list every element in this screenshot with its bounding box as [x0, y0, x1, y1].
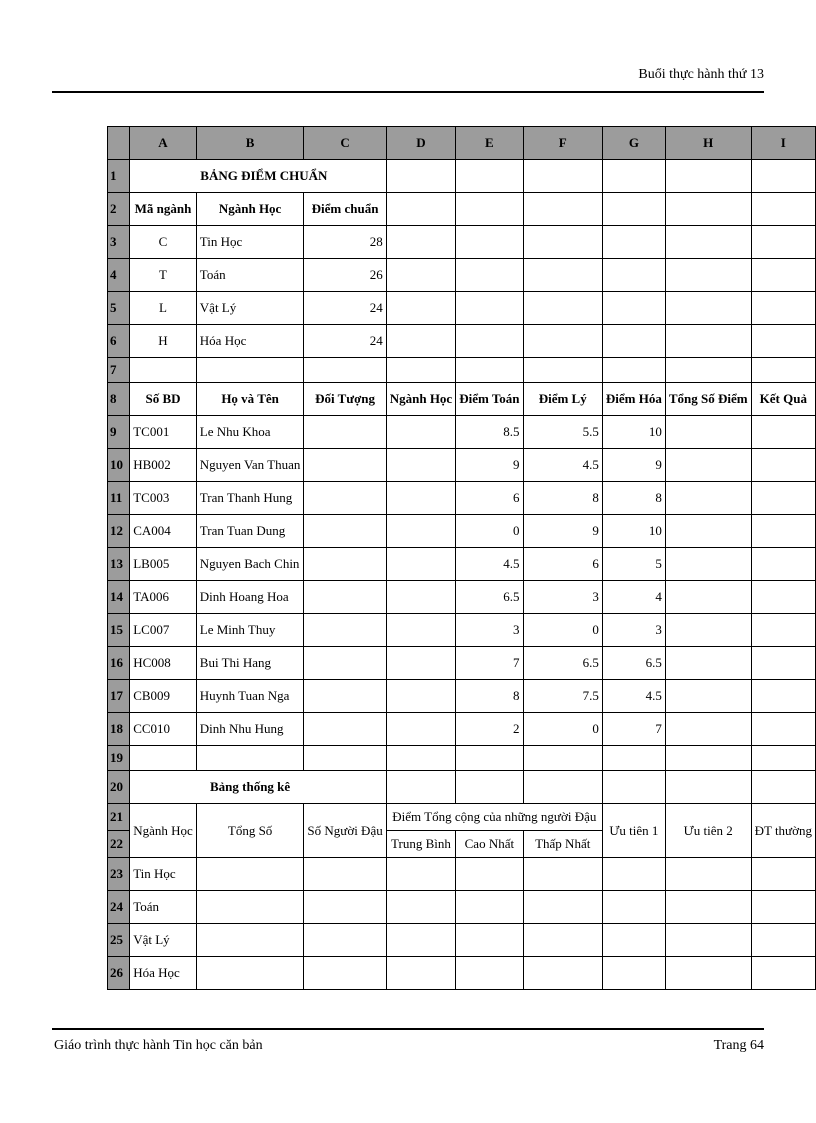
row-header[interactable]: 4 — [108, 259, 130, 292]
header-diem-ly[interactable]: Điểm Lý — [523, 383, 602, 416]
sheet-row — [108, 713, 816, 746]
cell[interactable] — [386, 259, 455, 292]
cell-a20[interactable] — [130, 771, 197, 804]
cell-nganh-hoc[interactable] — [386, 614, 455, 647]
row-header[interactable]: 5 — [108, 292, 130, 325]
cell-diem-hoa[interactable]: 9 — [602, 449, 665, 482]
sheet-row — [108, 647, 816, 680]
cell[interactable] — [304, 358, 386, 383]
stats-cell-nganh-hoc[interactable]: Toán — [130, 891, 197, 924]
cell-doi-tuong[interactable] — [304, 482, 386, 515]
cell-diem-toan[interactable]: 6 — [456, 482, 523, 515]
cell[interactable] — [304, 891, 386, 924]
cell[interactable] — [386, 325, 455, 358]
cell[interactable] — [602, 957, 665, 990]
row-header[interactable]: 22 — [108, 831, 130, 858]
cell-diem-toan[interactable]: 6.5 — [456, 581, 523, 614]
cell[interactable] — [751, 858, 815, 891]
stats-header-trung-binh[interactable]: Trung Bình — [386, 831, 455, 858]
cell[interactable] — [602, 193, 665, 226]
cell[interactable] — [665, 358, 751, 383]
stats-header-nganh-hoc[interactable]: Ngành Học — [130, 804, 197, 858]
cell[interactable] — [523, 924, 602, 957]
cell[interactable] — [665, 858, 751, 891]
cell-ho-va-ten[interactable]: Huynh Tuan Nga — [196, 680, 304, 713]
cell-ma-nganh[interactable]: H — [130, 325, 197, 358]
cell[interactable] — [751, 259, 815, 292]
cell-ho-va-ten[interactable]: Dinh Nhu Hung — [196, 713, 304, 746]
row-header[interactable]: 10 — [108, 449, 130, 482]
cell-ma-nganh[interactable]: T — [130, 259, 197, 292]
cell[interactable] — [456, 325, 523, 358]
cell[interactable] — [456, 957, 523, 990]
cell-nganh-hoc[interactable] — [386, 416, 455, 449]
column-header-a[interactable]: A — [130, 127, 197, 160]
cell[interactable] — [196, 746, 304, 771]
cell-so-bd[interactable]: TC003 — [130, 482, 197, 515]
row-header[interactable]: 18 — [108, 713, 130, 746]
cell-diem-hoa[interactable]: 6.5 — [602, 647, 665, 680]
spreadsheet — [107, 126, 816, 990]
cell-doi-tuong[interactable] — [304, 647, 386, 680]
sheet-row — [108, 193, 816, 226]
cell-diem-ly[interactable]: 3 — [523, 581, 602, 614]
column-header-h[interactable]: H — [665, 127, 751, 160]
cell-diem-chuan[interactable]: 24 — [304, 325, 386, 358]
row-header[interactable]: 17 — [108, 680, 130, 713]
header-nganh-hoc[interactable]: Ngành Học — [196, 193, 304, 226]
cell-diem-ly[interactable]: 0 — [523, 713, 602, 746]
row-header[interactable]: 1 — [108, 160, 130, 193]
cell-ket-qua[interactable] — [751, 416, 815, 449]
header-diem-chuan[interactable]: Điểm chuẩn — [304, 193, 386, 226]
cell[interactable] — [751, 957, 815, 990]
cell[interactable] — [386, 924, 455, 957]
sheet-row — [108, 515, 816, 548]
header-ma-nganh[interactable]: Mã ngành — [130, 193, 197, 226]
cell[interactable] — [456, 771, 523, 804]
header-diem-hoa[interactable]: Điểm Hóa — [602, 383, 665, 416]
cell[interactable] — [751, 325, 815, 358]
sheet-row — [108, 416, 816, 449]
row-header[interactable]: 8 — [108, 383, 130, 416]
cell-tong-so-diem[interactable] — [665, 449, 751, 482]
cell-ket-qua[interactable] — [751, 515, 815, 548]
cell-nganh-hoc[interactable]: Vật Lý — [196, 292, 304, 325]
cell-ho-va-ten[interactable]: Dinh Hoang Hoa — [196, 581, 304, 614]
cell-tong-so-diem[interactable] — [665, 515, 751, 548]
sheet-row — [108, 771, 816, 804]
sheet-row — [108, 858, 816, 891]
cell-nganh-hoc[interactable] — [386, 482, 455, 515]
cell[interactable] — [523, 771, 602, 804]
row-header[interactable]: 11 — [108, 482, 130, 515]
cell-ket-qua[interactable] — [751, 548, 815, 581]
cell-diem-toan[interactable]: 8 — [456, 680, 523, 713]
cell-doi-tuong[interactable] — [304, 449, 386, 482]
row-header[interactable]: 7 — [108, 358, 130, 383]
row-header[interactable]: 14 — [108, 581, 130, 614]
stats-cell-nganh-hoc[interactable]: Hóa Học — [130, 957, 197, 990]
cell[interactable] — [665, 193, 751, 226]
cell[interactable] — [523, 160, 602, 193]
cell[interactable] — [386, 160, 455, 193]
cell-so-bd[interactable]: LB005 — [130, 548, 197, 581]
cell-diem-hoa[interactable]: 4.5 — [602, 680, 665, 713]
sheet-row — [108, 449, 816, 482]
cell-diem-chuan[interactable]: 26 — [304, 259, 386, 292]
row-header[interactable]: 13 — [108, 548, 130, 581]
header-nganh-hoc-2[interactable]: Ngành Học — [386, 383, 455, 416]
cell-so-bd[interactable]: LC007 — [130, 614, 197, 647]
cell-ho-va-ten[interactable]: Bui Thi Hang — [196, 647, 304, 680]
cell-doi-tuong[interactable] — [304, 416, 386, 449]
cell-diem-hoa[interactable]: 7 — [602, 713, 665, 746]
cell[interactable] — [523, 858, 602, 891]
cell[interactable] — [751, 193, 815, 226]
cell[interactable] — [304, 746, 386, 771]
cell[interactable] — [751, 746, 815, 771]
column-header-c[interactable]: C — [304, 127, 386, 160]
cell-doi-tuong[interactable] — [304, 515, 386, 548]
cell-nganh-hoc[interactable]: Tin Học — [196, 226, 304, 259]
cell-so-bd[interactable]: CA004 — [130, 515, 197, 548]
cell-diem-ly[interactable]: 7.5 — [523, 680, 602, 713]
row-header[interactable]: 12 — [108, 515, 130, 548]
sheet-row — [108, 292, 816, 325]
cell[interactable] — [602, 358, 665, 383]
cell[interactable] — [456, 358, 523, 383]
cell-ho-va-ten[interactable]: Nguyen Van Thuan — [196, 449, 304, 482]
cell[interactable] — [602, 746, 665, 771]
cell[interactable] — [602, 325, 665, 358]
cell-tong-so-diem[interactable] — [665, 614, 751, 647]
cell-diem-toan[interactable]: 9 — [456, 449, 523, 482]
cell[interactable] — [602, 259, 665, 292]
sheet-row — [108, 804, 816, 831]
stats-header-cao-nhat[interactable]: Cao Nhất — [456, 831, 523, 858]
row-header[interactable]: 3 — [108, 226, 130, 259]
cell[interactable] — [602, 226, 665, 259]
cell[interactable] — [665, 957, 751, 990]
sheet-row — [108, 680, 816, 713]
sheet-row — [108, 160, 816, 193]
sheet-row — [108, 482, 816, 515]
row-header[interactable]: 16 — [108, 647, 130, 680]
cell-nganh-hoc[interactable] — [386, 515, 455, 548]
cell[interactable] — [751, 358, 815, 383]
column-header-f[interactable]: F — [523, 127, 602, 160]
cell-tong-so-diem[interactable] — [665, 581, 751, 614]
cell[interactable] — [602, 160, 665, 193]
cell[interactable] — [523, 193, 602, 226]
row-header[interactable]: 20 — [108, 771, 130, 804]
cell[interactable] — [751, 292, 815, 325]
cell-ho-va-ten[interactable]: Tran Thanh Hung — [196, 482, 304, 515]
cell-doi-tuong[interactable] — [304, 581, 386, 614]
cell-diem-hoa[interactable]: 10 — [602, 515, 665, 548]
cell-ket-qua[interactable] — [751, 581, 815, 614]
cell-diem-toan[interactable]: 7 — [456, 647, 523, 680]
sheet-row — [108, 325, 816, 358]
sheet-row — [108, 548, 816, 581]
cell-so-bd[interactable]: CB009 — [130, 680, 197, 713]
cell[interactable] — [386, 292, 455, 325]
cell-nganh-hoc[interactable] — [386, 647, 455, 680]
cell-ma-nganh[interactable]: C — [130, 226, 197, 259]
cell[interactable] — [196, 957, 304, 990]
cell[interactable] — [456, 292, 523, 325]
cell[interactable] — [196, 924, 304, 957]
cell-diem-hoa[interactable]: 10 — [602, 416, 665, 449]
stats-title[interactable]: Bảng thống kê — [196, 771, 304, 804]
row-header[interactable]: 24 — [108, 891, 130, 924]
stats-header-thap-nhat[interactable]: Thấp Nhất — [523, 831, 602, 858]
cell-so-bd[interactable]: TC001 — [130, 416, 197, 449]
footer-rule — [52, 1028, 764, 1030]
row-header[interactable]: 2 — [108, 193, 130, 226]
cell[interactable] — [751, 924, 815, 957]
cell-diem-hoa[interactable]: 5 — [602, 548, 665, 581]
cell-diem-ly[interactable]: 9 — [523, 515, 602, 548]
cell-diem-ly[interactable]: 8 — [523, 482, 602, 515]
table1-title-text: BẢNG ĐIỂM CHUẨN — [200, 168, 328, 183]
cell[interactable] — [665, 259, 751, 292]
column-header-g[interactable]: G — [602, 127, 665, 160]
cell[interactable] — [130, 746, 197, 771]
cell[interactable] — [456, 891, 523, 924]
cell-ho-va-ten[interactable]: Tran Tuan Dung — [196, 515, 304, 548]
cell-doi-tuong[interactable] — [304, 680, 386, 713]
cell-nganh-hoc[interactable] — [386, 713, 455, 746]
page-footer-title: Giáo trình thực hành Tin học căn bản — [54, 1038, 263, 1053]
cell[interactable] — [665, 746, 751, 771]
sheet-row — [108, 614, 816, 647]
cell[interactable] — [523, 259, 602, 292]
cell-diem-toan[interactable]: 0 — [456, 515, 523, 548]
cell[interactable] — [456, 924, 523, 957]
cell-diem-toan[interactable]: 8.5 — [456, 416, 523, 449]
cell[interactable] — [386, 358, 455, 383]
cell-ho-va-ten[interactable]: Le Nhu Khoa — [196, 416, 304, 449]
cell[interactable] — [751, 771, 815, 804]
cell[interactable] — [196, 891, 304, 924]
cell[interactable] — [304, 924, 386, 957]
cell[interactable] — [196, 358, 304, 383]
cell-nganh-hoc[interactable]: Hóa Học — [196, 325, 304, 358]
cell-diem-toan[interactable]: 4.5 — [456, 548, 523, 581]
cell-diem-toan[interactable]: 3 — [456, 614, 523, 647]
cell-ket-qua[interactable] — [751, 449, 815, 482]
cell[interactable] — [523, 226, 602, 259]
cell-tong-so-diem[interactable] — [665, 482, 751, 515]
cell-tong-so-diem[interactable] — [665, 416, 751, 449]
cell[interactable] — [386, 226, 455, 259]
stats-cell-nganh-hoc[interactable]: Vật Lý — [130, 924, 197, 957]
cell-diem-hoa[interactable]: 4 — [602, 581, 665, 614]
stats-cell-nganh-hoc[interactable]: Tin Học — [130, 858, 197, 891]
column-header-b[interactable]: B — [196, 127, 304, 160]
header-tong-so-diem[interactable]: Tổng Số Điểm — [665, 383, 751, 416]
row-header[interactable]: 9 — [108, 416, 130, 449]
cell[interactable] — [523, 358, 602, 383]
cell[interactable] — [665, 771, 751, 804]
cell[interactable] — [751, 226, 815, 259]
cell[interactable] — [523, 325, 602, 358]
cell[interactable] — [665, 325, 751, 358]
column-header-d[interactable]: D — [386, 127, 455, 160]
cell-ket-qua[interactable] — [751, 713, 815, 746]
header-so-bd[interactable]: Số BD — [130, 383, 197, 416]
cell-diem-hoa[interactable]: 8 — [602, 482, 665, 515]
cell-diem-ly[interactable]: 5.5 — [523, 416, 602, 449]
row-header[interactable]: 26 — [108, 957, 130, 990]
cell-ket-qua[interactable] — [751, 614, 815, 647]
header-rule — [52, 91, 764, 93]
cell-nganh-hoc[interactable] — [386, 680, 455, 713]
cell-so-bd[interactable]: HB002 — [130, 449, 197, 482]
select-all-corner[interactable] — [108, 127, 130, 160]
stats-header-tong-so[interactable]: Tổng Số — [196, 804, 304, 858]
cell[interactable] — [665, 292, 751, 325]
row-header[interactable]: 23 — [108, 858, 130, 891]
header-ket-qua[interactable]: Kết Quả — [751, 383, 815, 416]
cell[interactable] — [130, 358, 197, 383]
cell[interactable] — [456, 746, 523, 771]
cell-tong-so-diem[interactable] — [665, 548, 751, 581]
cell[interactable] — [523, 746, 602, 771]
cell[interactable] — [386, 746, 455, 771]
cell[interactable] — [751, 891, 815, 924]
cell[interactable] — [386, 771, 455, 804]
cell-tong-so-diem[interactable] — [665, 713, 751, 746]
sheet-row — [108, 358, 816, 383]
sheet-row — [108, 127, 816, 160]
cell-ket-qua[interactable] — [751, 680, 815, 713]
cell[interactable] — [456, 193, 523, 226]
cell-diem-ly[interactable]: 6 — [523, 548, 602, 581]
cell[interactable] — [523, 957, 602, 990]
sheet-row — [108, 226, 816, 259]
cell[interactable] — [386, 957, 455, 990]
cell-doi-tuong[interactable] — [304, 614, 386, 647]
cell[interactable] — [456, 160, 523, 193]
cell-nganh-hoc[interactable] — [386, 548, 455, 581]
header-diem-toan[interactable]: Điểm Toán — [456, 383, 523, 416]
cell-ma-nganh[interactable]: L — [130, 292, 197, 325]
stats-header-dt-thuong[interactable]: ĐT thường — [751, 804, 815, 858]
cell[interactable] — [665, 924, 751, 957]
stats-header-diem-tong[interactable]: Điểm Tổng cộng của những người Đậu — [386, 804, 602, 831]
sheet-row — [108, 891, 816, 924]
cell-nganh-hoc[interactable] — [386, 581, 455, 614]
row-header[interactable]: 15 — [108, 614, 130, 647]
cell-ho-va-ten[interactable]: Nguyen Bach Chin — [196, 548, 304, 581]
cell-diem-hoa[interactable]: 3 — [602, 614, 665, 647]
cell[interactable] — [751, 160, 815, 193]
row-header[interactable]: 6 — [108, 325, 130, 358]
cell-so-bd[interactable]: TA006 — [130, 581, 197, 614]
cell-diem-ly[interactable]: 6.5 — [523, 647, 602, 680]
cell[interactable] — [386, 193, 455, 226]
cell[interactable] — [602, 858, 665, 891]
cell-so-bd[interactable]: CC010 — [130, 713, 197, 746]
cell-tong-so-diem[interactable] — [665, 647, 751, 680]
cell[interactable] — [665, 891, 751, 924]
cell-doi-tuong[interactable] — [304, 548, 386, 581]
cell-diem-ly[interactable]: 4.5 — [523, 449, 602, 482]
cell[interactable] — [196, 858, 304, 891]
cell-diem-chuan[interactable]: 24 — [304, 292, 386, 325]
cell-doi-tuong[interactable] — [304, 713, 386, 746]
sheet-row — [108, 957, 816, 990]
stats-header-uu-tien-2[interactable]: Ưu tiên 2 — [665, 804, 751, 858]
cell-ket-qua[interactable] — [751, 482, 815, 515]
cell[interactable] — [456, 858, 523, 891]
stats-header-uu-tien-1[interactable]: Ưu tiên 1 — [602, 804, 665, 858]
cell-so-bd[interactable]: HC008 — [130, 647, 197, 680]
cell[interactable] — [523, 891, 602, 924]
page-header: Buổi thực hành thứ 13 — [638, 67, 764, 82]
row-header[interactable]: 25 — [108, 924, 130, 957]
sheet-row — [108, 746, 816, 771]
cell[interactable] — [665, 226, 751, 259]
cell-ho-va-ten[interactable]: Le Minh Thuy — [196, 614, 304, 647]
page-number: Trang 64 — [713, 1038, 764, 1053]
header-doi-tuong[interactable]: Đối Tượng — [304, 383, 386, 416]
cell[interactable] — [386, 858, 455, 891]
cell[interactable] — [304, 858, 386, 891]
sheet-row — [108, 581, 816, 614]
cell-a1[interactable] — [130, 160, 197, 193]
stats-header-so-nguoi-dau[interactable]: Số Người Đậu — [304, 804, 386, 858]
sheet-row — [108, 924, 816, 957]
column-header-i[interactable]: I — [751, 127, 815, 160]
cell[interactable] — [386, 891, 455, 924]
table1-title[interactable] — [196, 160, 328, 193]
header-ho-va-ten[interactable]: Họ và Tên — [196, 383, 304, 416]
cell[interactable] — [602, 924, 665, 957]
cell-diem-chuan[interactable]: 28 — [304, 226, 386, 259]
row-header[interactable]: 19 — [108, 746, 130, 771]
column-header-e[interactable]: E — [456, 127, 523, 160]
cell[interactable] — [304, 957, 386, 990]
row-header[interactable]: 21 — [108, 804, 130, 831]
cell-c20[interactable] — [304, 771, 386, 804]
cell-ket-qua[interactable] — [751, 647, 815, 680]
cell-nganh-hoc[interactable]: Toán — [196, 259, 304, 292]
cell-tong-so-diem[interactable] — [665, 680, 751, 713]
sheet-row — [108, 383, 816, 416]
cell[interactable] — [523, 292, 602, 325]
cell[interactable] — [456, 226, 523, 259]
cell[interactable] — [602, 292, 665, 325]
cell[interactable] — [602, 771, 665, 804]
cell-diem-ly[interactable]: 0 — [523, 614, 602, 647]
cell[interactable] — [665, 160, 751, 193]
cell-diem-toan[interactable]: 2 — [456, 713, 523, 746]
cell-nganh-hoc[interactable] — [386, 449, 455, 482]
sheet-row — [108, 259, 816, 292]
cell[interactable] — [456, 259, 523, 292]
cell[interactable] — [602, 891, 665, 924]
